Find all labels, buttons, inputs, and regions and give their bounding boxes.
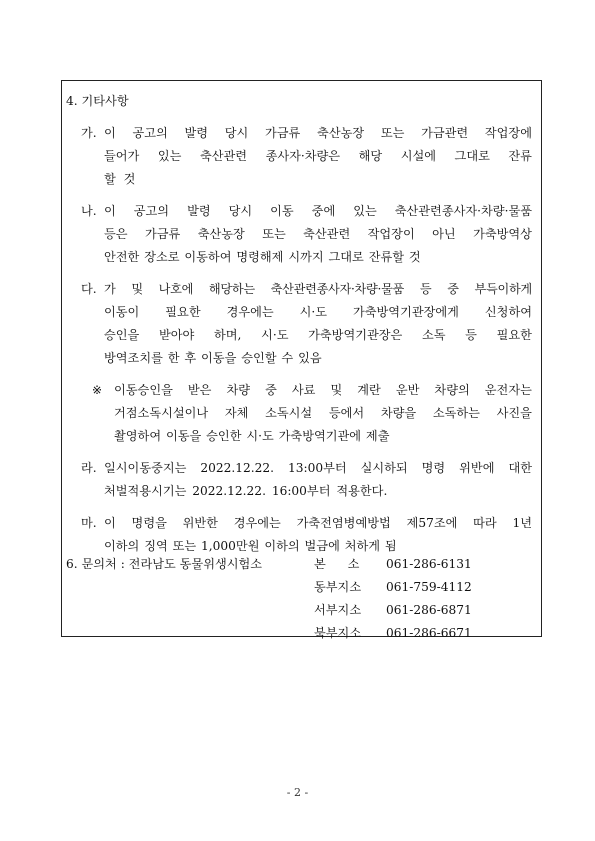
item-ma-marker: 마. — [81, 516, 97, 530]
contact-office-north: 북부지소 — [314, 626, 362, 640]
item-na-marker: 나. — [81, 204, 97, 218]
item-ga-marker: 가. — [81, 126, 97, 140]
item-na-line-1: 이 공고의 발령 당시 이동 중에 있는 축산관련종사자·차량·물품 — [104, 204, 532, 218]
note-line-1: 이동승인을 받은 차량 중 사료 및 계란 운반 차량의 운전자는 — [114, 383, 532, 397]
contact-phone-main: 061-286-6131 — [386, 557, 472, 571]
item-na-line-3: 안전한 장소로 이동하여 명령해제 시까지 그대로 잔류할 것 — [104, 250, 421, 264]
item-ma-line-2: 이하의 징역 또는 1,000만원 이하의 벌금에 처하게 됨 — [104, 539, 397, 553]
note-line-2: 거점소독시설이나 자체 소독시설 등에서 차량을 소독하는 사진을 — [114, 406, 532, 420]
note-marker: ※ — [92, 383, 103, 397]
item-ra-marker: 라. — [81, 461, 97, 475]
section-6-heading: 6. 문의처 : 전라남도 동물위생시험소 — [66, 557, 263, 571]
contact-phone-east: 061-759-4112 — [386, 580, 472, 594]
item-ra-line-2: 처벌적용시기는 2022.12.22. 16:00부터 적용한다. — [104, 484, 388, 498]
item-na-line-2: 등은 가금류 축산농장 또는 축산관련 작업장이 아닌 가축방역상 — [104, 227, 532, 241]
note-line-3: 촬영하여 이동을 승인한 시·도 가축방역기관에 제출 — [114, 429, 390, 443]
item-ma-line-1: 이 명령을 위반한 경우에는 가축전염병예방법 제57조에 따라 1년 — [104, 516, 532, 530]
contact-phone-north: 061-286-6671 — [386, 626, 472, 640]
item-da-line-3: 승인을 받아야 하며, 시·도 가축방역기관장은 소독 등 필요한 — [104, 328, 532, 342]
contact-office-main: 본 소 — [314, 557, 360, 571]
item-da-line-2: 이동이 필요한 경우에는 시·도 가축방역기관장에게 신청하여 — [104, 305, 532, 319]
item-da-line-1: 가 및 나호에 해당하는 축산관련종사자·차량·물품 등 중 부득이하게 — [104, 282, 532, 296]
item-ga-line-3: 할 것 — [104, 172, 136, 186]
contact-office-east: 동부지소 — [314, 580, 362, 594]
item-ga-line-1: 이 공고의 발령 당시 가금류 축산농장 또는 가금관련 작업장에 — [104, 126, 532, 140]
item-da-line-4: 방역조치를 한 후 이동을 승인할 수 있음 — [104, 351, 322, 365]
section-4-heading: 4. 기타사항 — [66, 94, 129, 108]
page-number: - 2 - — [286, 786, 309, 799]
item-ra-line-1: 일시이동중지는 2022.12.22. 13:00부터 실시하되 명령 위반에 대한 — [104, 461, 532, 475]
item-ga-line-2: 들어가 있는 축산관련 종사자·차량은 해당 시설에 그대로 잔류 — [104, 149, 532, 163]
contact-office-west: 서부지소 — [314, 603, 362, 617]
item-da-marker: 다. — [81, 282, 97, 296]
contact-phone-west: 061-286-6871 — [386, 603, 472, 617]
